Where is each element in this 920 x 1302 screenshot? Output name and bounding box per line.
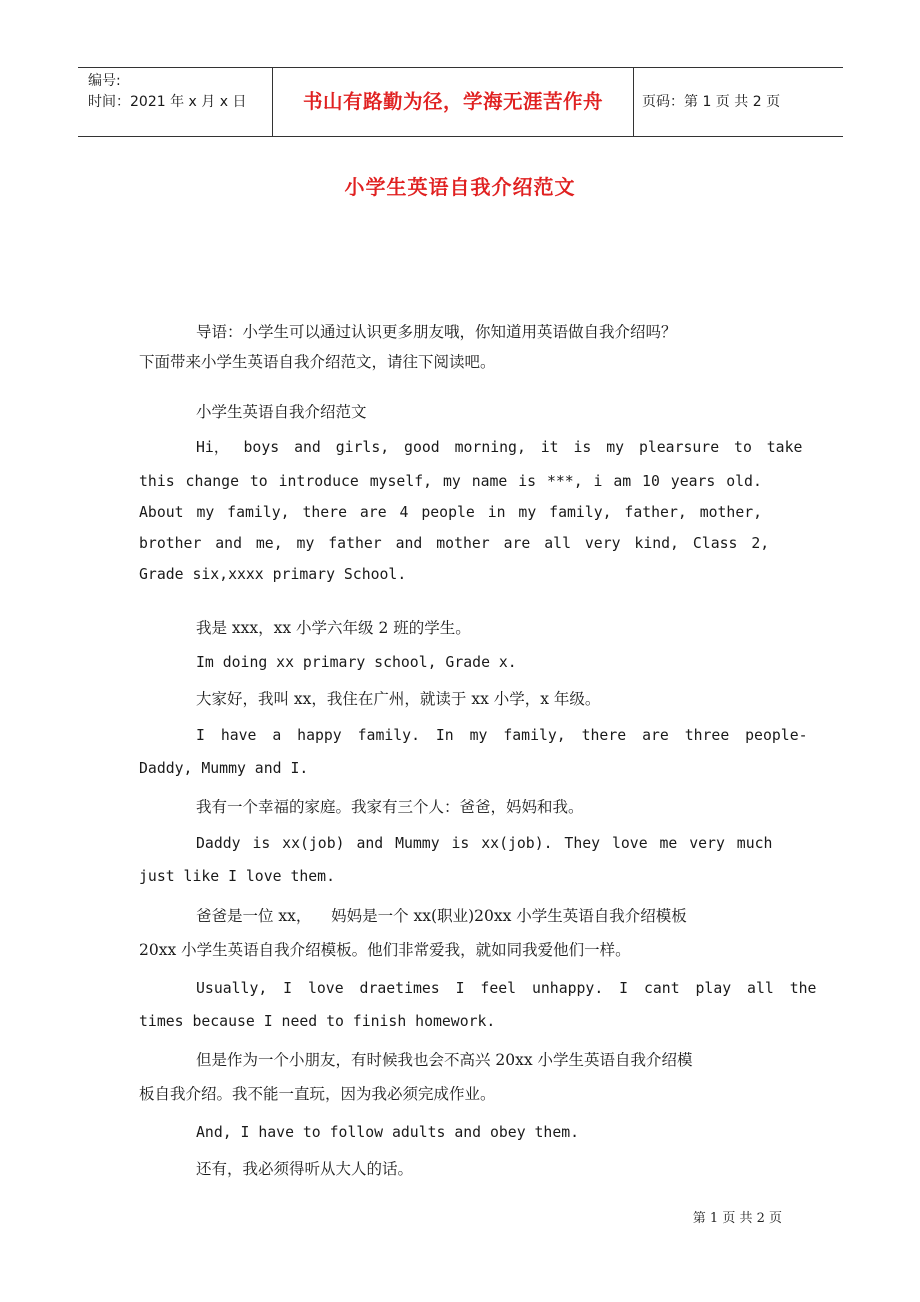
text-line: 大家好，我叫 xx，我住在广州，就读于 xx 小学，x 年级。 [196,690,601,708]
paragraph-english [139,654,782,671]
text-line: 小学生英语自我介绍范文 [196,403,367,421]
document-title: 小学生英语自我介绍范文 [344,175,576,199]
text-line: Grade six,xxxx primary School. [139,566,407,583]
paragraph-chinese [139,616,782,638]
text-line: 导语：小学生可以通过认识更多朋友哦，你知道用英语做自我介绍吗？ [196,323,677,341]
text-line: just like I love them. [139,868,335,885]
text-line: 我有一个幸福的家庭。我家有三个人：爸爸，妈妈和我。 [196,798,584,816]
header-meta [78,68,273,136]
text-line: 我是 xxx，xx 小学六年级 2 班的学生。 [196,619,471,637]
text-line: Usually, I love draetimes I feel unhappy. I cant play all the [196,980,817,997]
number-label: 编号: [88,73,121,89]
paragraph-chinese [139,1048,782,1104]
text-line: 板自我介绍。我不能一直玩，因为我必须完成作业。 [139,1085,496,1103]
text-line: this change to introduce myself, my name is ***, i am 10 years old. [139,473,762,490]
text-line: I have a happy family. In my family, there are three people- [196,727,808,744]
paragraph-english [139,436,803,583]
paragraph-subtitle [139,400,782,422]
text-line: 但是作为一个小朋友，有时候我也会不高兴 20xx 小学生英语自我介绍模 [196,1051,693,1069]
text-line: Hi， boys and girls, good morning, it is my plearsure to take [196,439,803,456]
text-line: Im doing xx primary school, Grade x. [196,654,517,671]
paragraph-chinese [139,687,782,709]
header-page-info: 页码：第 1 页 共 2 页 [642,94,781,110]
text-line: About my family, there are 4 people in my family, father, mother, [139,504,763,521]
paragraph-chinese [139,904,782,960]
page-footer: 第 1 页 共 2 页 [692,1211,782,1226]
text-line: 20xx 小学生英语自我介绍模板。他们非常爱我，就如同我爱他们一样。 [139,941,631,959]
paragraph-english [139,835,782,885]
text-line: And, I have to follow adults and obey them. [196,1124,580,1141]
paragraph-english [139,980,817,1030]
paragraph-chinese [139,1157,782,1179]
paragraph-english [139,1124,782,1141]
paragraph-intro [139,320,782,372]
text-line: brother and me, my father and mother are all very kind, Class 2, [139,535,770,552]
text-line: 还有，我必须得听从大人的话。 [196,1160,414,1178]
text-line: Daddy is xx(job) and Mummy is xx(job). They love me very much [196,835,773,852]
page-header [78,67,843,137]
text-line: times because I need to finish homework. [139,1013,496,1030]
paragraph-chinese [139,795,782,817]
paragraph-english [139,727,808,777]
text-line: Daddy, Mummy and I. [139,760,309,777]
text-line: 下面带来小学生英语自我介绍范文，请往下阅读吧。 [139,353,496,371]
header-motto: 书山有路勤为径，学海无涯苦作舟 [273,68,634,136]
time-label: 时间：2021 年 x 月 x 日 [88,94,247,110]
text-line: 爸爸是一位 xx， 妈妈是一个 xx(职业)20xx 小学生英语自我介绍模板 [196,907,687,925]
